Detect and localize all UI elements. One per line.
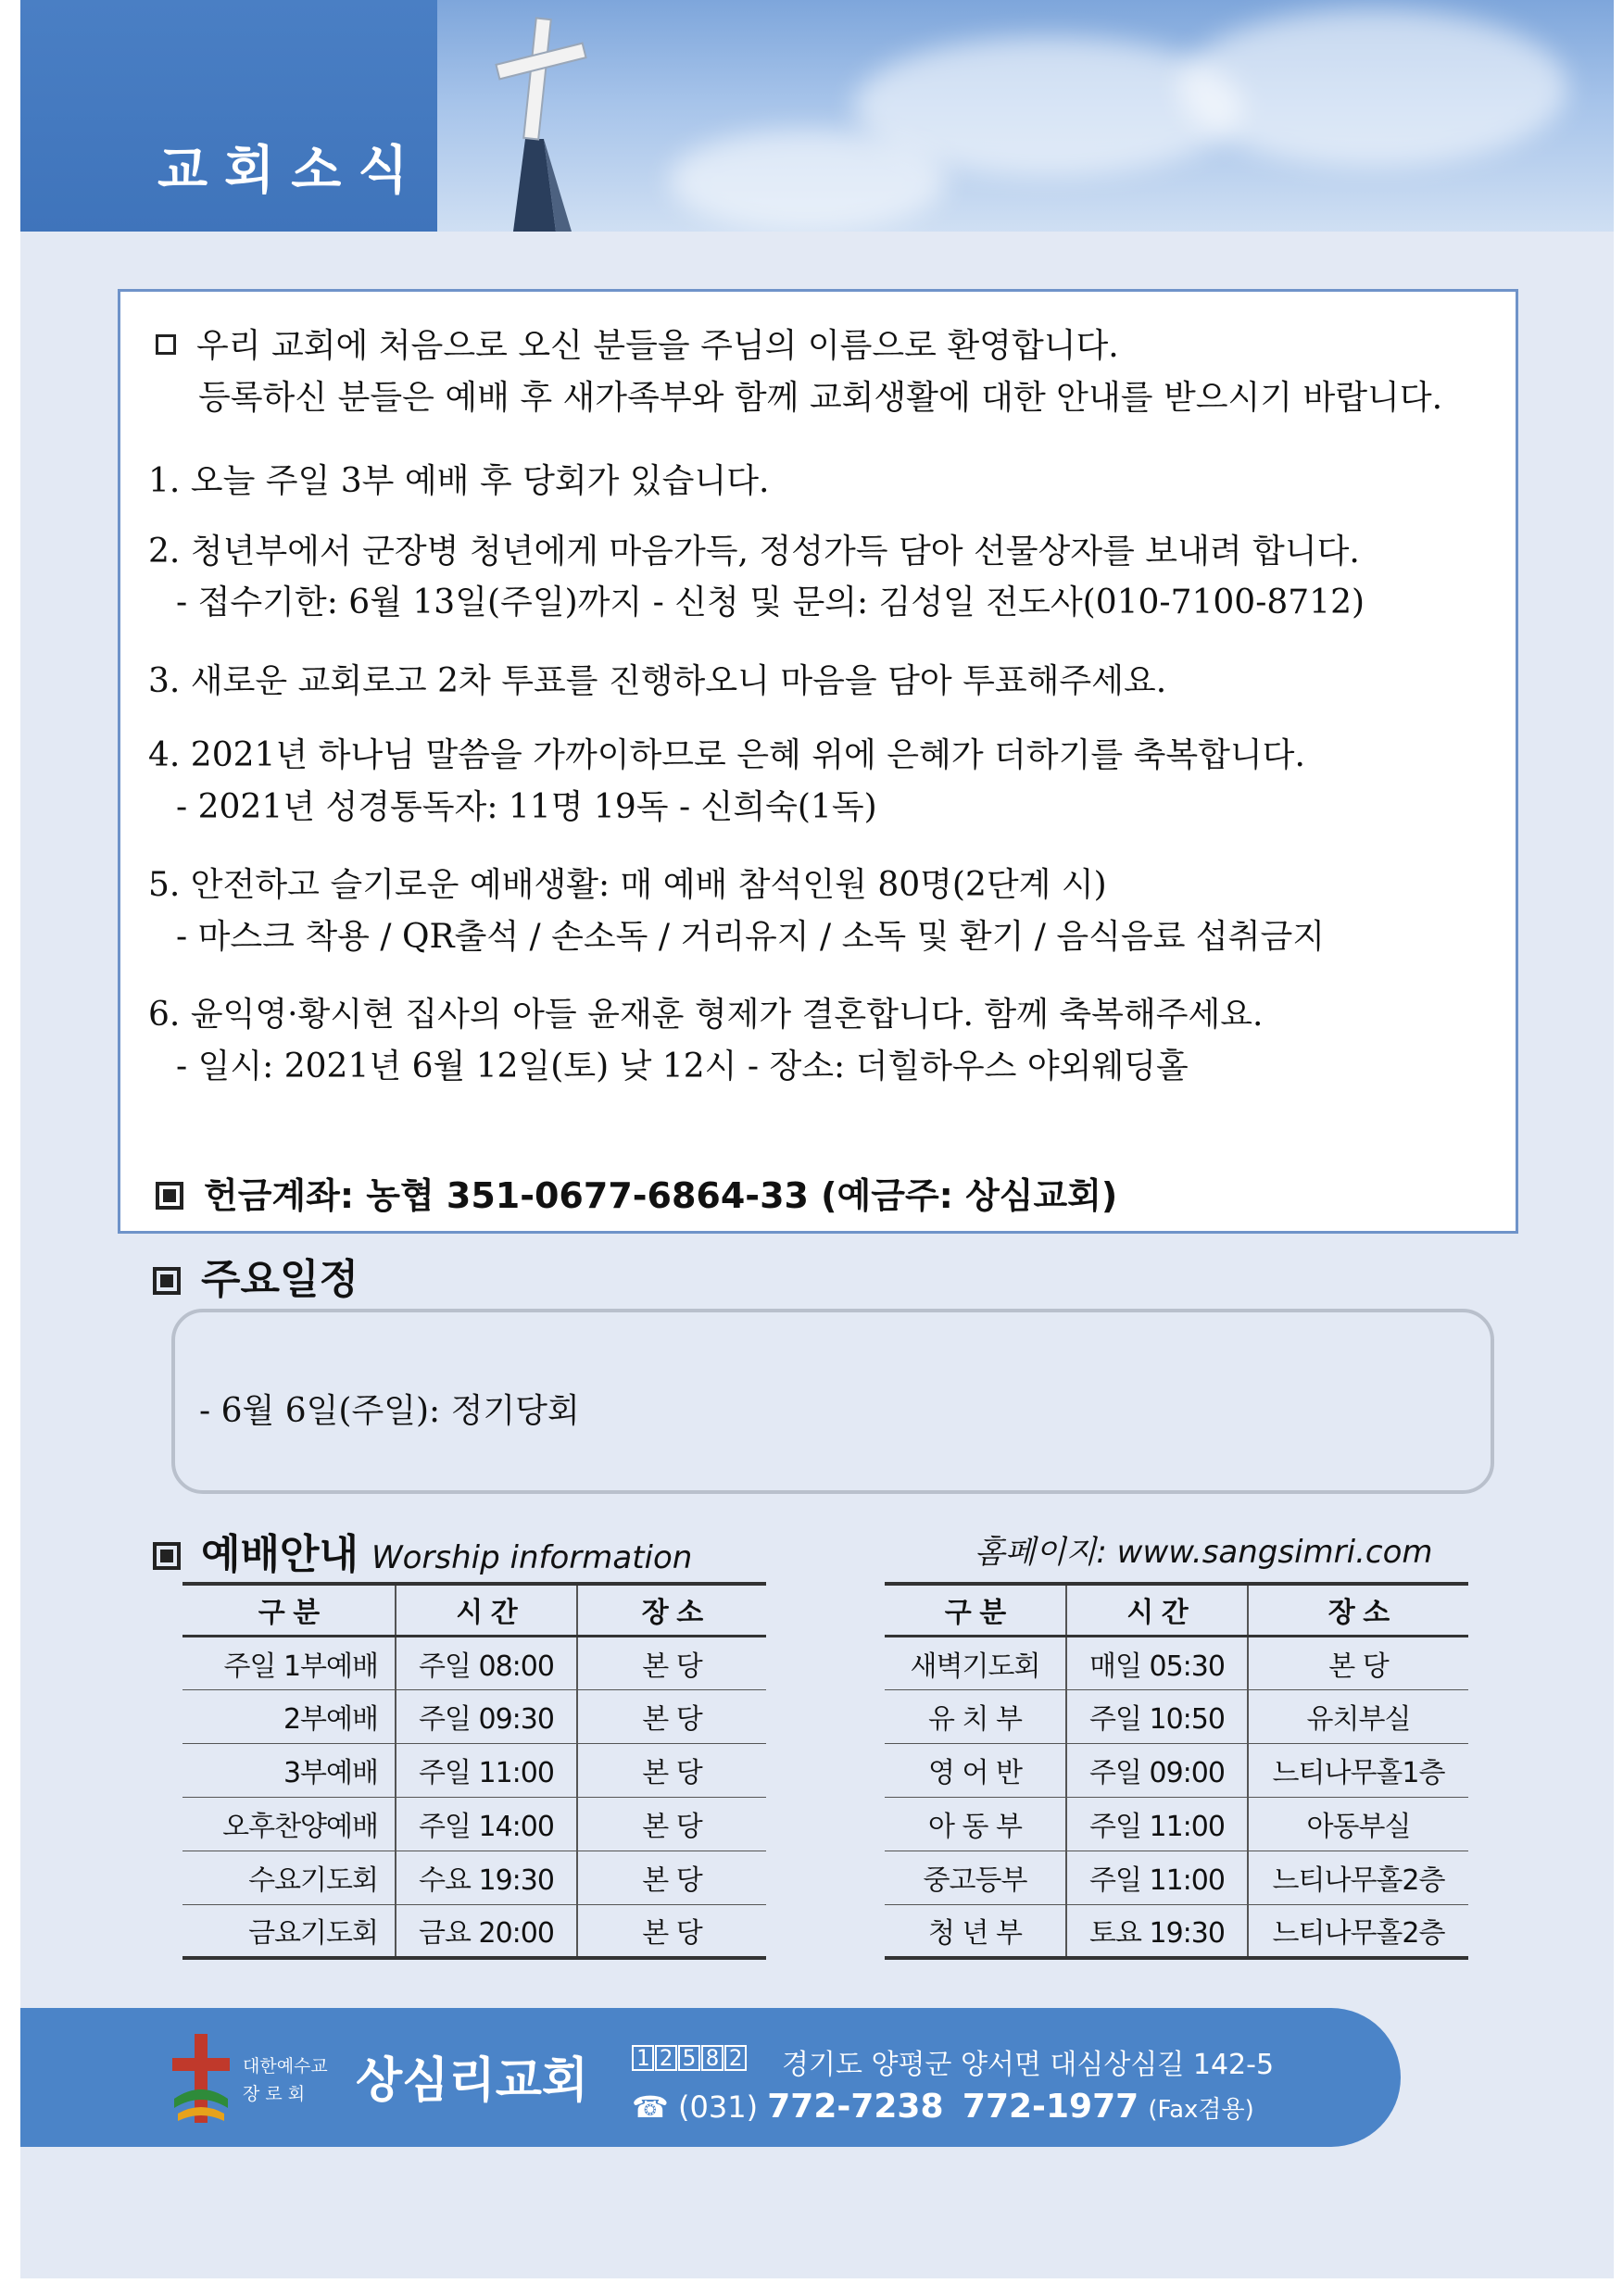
table-row [885,1904,1468,1958]
header-category: 구 분 [182,1584,396,1636]
cell-time: 주일 11:00 [396,1743,577,1797]
phone-1: 772-7238 [767,2088,944,2126]
zip-digit: 8 [701,2045,723,2071]
cell-time: 금요 20:00 [396,1904,577,1958]
zip-digit: 1 [632,2045,654,2071]
header-banner [20,0,1614,232]
table-row [182,1743,766,1797]
news-item-4: 4. 2021년 하나님 말씀을 가까이하므로 은혜 위에 은혜가 더하기를 축복합니다. [148,736,1305,774]
filled-square-icon [153,1542,181,1570]
cell-time: 매일 05:30 [1066,1636,1248,1689]
cell-time: 주일 11:00 [1066,1797,1248,1851]
header-time: 시 간 [396,1584,577,1636]
table-row [182,1797,766,1851]
cell-category: 아 동 부 [885,1797,1066,1851]
cell-time: 주일 09:00 [1066,1743,1248,1797]
cell-category: 주일 1부예배 [182,1636,396,1689]
zip-digit: 2 [724,2045,747,2071]
cell-category: 3부예배 [182,1743,396,1797]
header-place: 장 소 [1248,1584,1468,1636]
header-category: 구 분 [885,1584,1066,1636]
phone-2: 772-1977 [962,2088,1139,2126]
footer-bar [20,2008,1401,2147]
header-time: 시 간 [1066,1584,1248,1636]
table-row [885,1636,1468,1689]
church-name: 상심리교회 [356,2053,589,2109]
table-row [885,1689,1468,1743]
cell-time: 주일 08:00 [396,1636,577,1689]
cell-category: 2부예배 [182,1689,396,1743]
cell-category: 금요기도회 [182,1904,396,1958]
cell-time: 주일 11:00 [1066,1851,1248,1904]
church-logo-cross-icon [169,2034,233,2123]
fax-note: (Fax겸용) [1148,2096,1254,2124]
page-title: 교회소식 [157,141,425,201]
cell-place: 본 당 [1248,1636,1468,1689]
cell-category: 오후찬양예배 [182,1797,396,1851]
cell-place: 유치부실 [1248,1689,1468,1743]
denomination [243,2052,328,2108]
news-item-4-sub: - 2021년 성경통독자: 11명 19독 - 신희숙(1독) [176,788,877,826]
worship-table-left [182,1582,766,1960]
denomination-line-1: 대한예수교 [243,2056,328,2076]
table-header-row [182,1584,766,1636]
header-place: 장 소 [577,1584,766,1636]
cell-place: 본 당 [577,1743,766,1797]
news-item-6-sub: - 일시: 2021년 6월 12일(토) 낮 12시 - 장소: 더힐하우스 야외웨딩홀 [176,1048,1189,1085]
news-item-3: 3. 새로운 교회로고 2차 투표를 진행하오니 마음을 담아 투표해주세요. [148,662,1167,700]
cell-time: 주일 14:00 [396,1797,577,1851]
cell-category: 수요기도회 [182,1851,396,1904]
news-item-5-sub: - 마스크 착용 / QR출석 / 손소독 / 거리유지 / 소독 및 환기 / 음식음료 섭취금지 [176,918,1326,956]
cell-place: 본 당 [577,1851,766,1904]
cell-category: 중고등부 [885,1851,1066,1904]
cell-time: 주일 10:50 [1066,1689,1248,1743]
cell-place: 아동부실 [1248,1797,1468,1851]
church-phone [632,2088,1254,2126]
worship-table-right [885,1582,1468,1960]
news-item-2-sub: - 접수기한: 6월 13일(주일)까지 - 신청 및 문의: 김성일 전도사(010-7100-8712) [176,583,1365,621]
news-item-5: 5. 안전하고 슬기로운 예배생활: 매 예배 참석인원 80명(2단계 시) [148,866,1107,904]
church-address: 경기도 양평군 양서면 대심상심길 142-5 [782,2049,1275,2081]
table-row [885,1797,1468,1851]
cell-category: 청 년 부 [885,1904,1066,1958]
cell-time: 토요 19:30 [1066,1904,1248,1958]
zip-digit: 2 [655,2045,677,2071]
denomination-line-2: 장 로 회 [243,2084,306,2104]
offering-account [156,1167,1117,1218]
cell-place: 본 당 [577,1797,766,1851]
cell-place: 느티나무홀2층 [1248,1904,1468,1958]
table-row [182,1851,766,1904]
worship-heading-text: 예배안내 [201,1531,359,1578]
cell-place: 느티나무홀1층 [1248,1743,1468,1797]
news-box [118,289,1518,1234]
cell-place: 본 당 [577,1904,766,1958]
worship-heading [153,1521,692,1580]
cell-category: 영 어 반 [885,1743,1066,1797]
steeple-cross-icon [456,0,660,232]
welcome-line-2: 등록하신 분들은 예배 후 새가족부와 함께 교회생활에 대한 안내를 받으시기 바랍니다. [198,379,1443,417]
offering-text: 헌금계좌: 농협 351-0677-6864-33 (예금주: 상심교회) [204,1175,1118,1216]
filled-square-icon [153,1267,181,1295]
phone-prefix: ☎ (031) [632,2089,759,2125]
title-block [20,0,437,232]
bulletin-page [20,0,1614,2278]
worship-heading-en: Worship information [371,1539,693,1576]
homepage-url: 홈페이지: www.sangsimri.com [975,1534,1433,1571]
cell-category: 유 치 부 [885,1689,1066,1743]
cell-place: 느티나무홀2층 [1248,1851,1468,1904]
cell-place: 본 당 [577,1636,766,1689]
table-header-row [885,1584,1468,1636]
news-item-1: 1. 오늘 주일 3부 예배 후 당회가 있습니다. [148,462,770,500]
table-row [182,1689,766,1743]
news-item-2: 2. 청년부에서 군장병 청년에게 마음가득, 정성가득 담아 선물상자를 보내려 합니다. [148,533,1360,571]
zip-code [632,2045,748,2071]
welcome-text-1: 우리 교회에 처음으로 오신 분들을 주님의 이름으로 환영합니다. [196,327,1119,365]
table-row [885,1851,1468,1904]
table-row [182,1904,766,1958]
cell-time: 수요 19:30 [396,1851,577,1904]
checkbox-square-icon [156,334,176,355]
schedule-heading [153,1246,359,1305]
schedule-box [171,1309,1494,1494]
welcome-line-1 [156,320,1119,367]
news-item-6: 6. 윤익영·황시현 집사의 아들 윤재훈 형제가 결혼합니다. 함께 축복해주세요. [148,996,1264,1034]
schedule-heading-text: 주요일정 [201,1256,359,1303]
table-row [182,1636,766,1689]
schedule-item: - 6월 6일(주일): 정기당회 [199,1392,580,1430]
cell-place: 본 당 [577,1689,766,1743]
cell-category: 새벽기도회 [885,1636,1066,1689]
cell-time: 주일 09:30 [396,1689,577,1743]
zip-digit: 5 [678,2045,700,2071]
table-row [885,1743,1468,1797]
filled-square-icon [156,1182,183,1210]
